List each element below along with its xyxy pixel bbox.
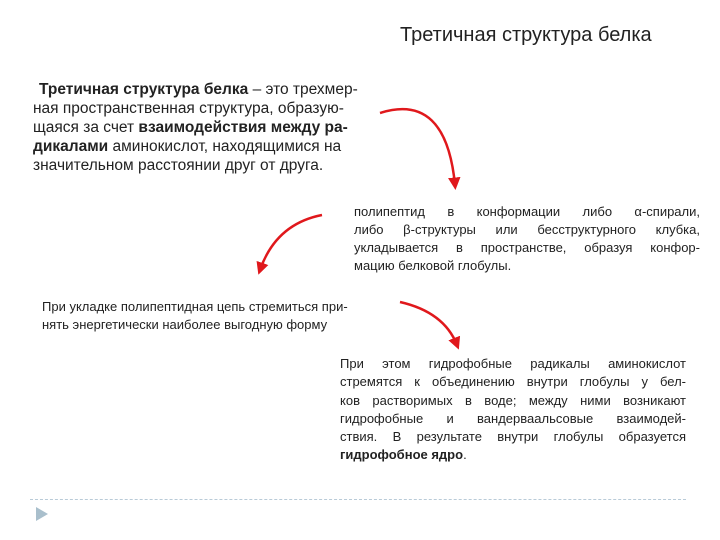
curved-arrow-icon (380, 109, 455, 185)
definition-line-1: Третичная структура белка – это трехмер- (39, 81, 358, 98)
folding-line: нять энергетически наиболее выгодную форму (42, 317, 328, 332)
hydrophobic-line: стремятся к объединению внутри глобулы у бел- (340, 374, 686, 390)
definition-line-3: щаяся за счет взаимодействия между ра- (33, 119, 348, 136)
conformation-line: укладывается в пространстве, образуя конфор- (354, 240, 700, 255)
folding-line: При укладке полипептидная цепь стремиться при- (42, 299, 348, 314)
triangle-arrow-icon[interactable] (35, 506, 49, 522)
hydrophobic-line: гидрофобные и вандерваальсовые взаимодей- (340, 410, 686, 426)
conformation-line: полипептид в конформации либо α-спирали, (354, 204, 700, 219)
conformation-line: либо β-структуры или бесструктурного клубка, (354, 222, 700, 237)
definition-line-5: значительном расстоянии друг от друга. (33, 157, 324, 174)
definition-line-4: дикалами аминокислот, находящимися на (33, 138, 342, 155)
hydrophobic-line: ствия. В результате внутри глобулы образуется (340, 429, 686, 445)
hydrophobic-line-last: гидрофобное ядро. (340, 447, 467, 463)
slide-divider (30, 499, 686, 500)
definition-line-2: ная пространственная структура, образую- (33, 100, 344, 117)
curved-arrow-icon (260, 215, 322, 270)
conformation-line: мацию белковой глобулы. (354, 258, 512, 273)
hydrophobic-line: ков растворимых в воде; между ними возникают (340, 392, 686, 408)
hydrophobic-core-term: гидрофобное ядро (340, 447, 464, 463)
hydrophobic-line: При этом гидрофобные радикалы аминокислот (340, 356, 686, 371)
slide-title: Третичная структура белка (400, 24, 652, 46)
curved-arrow-icon (400, 302, 457, 345)
